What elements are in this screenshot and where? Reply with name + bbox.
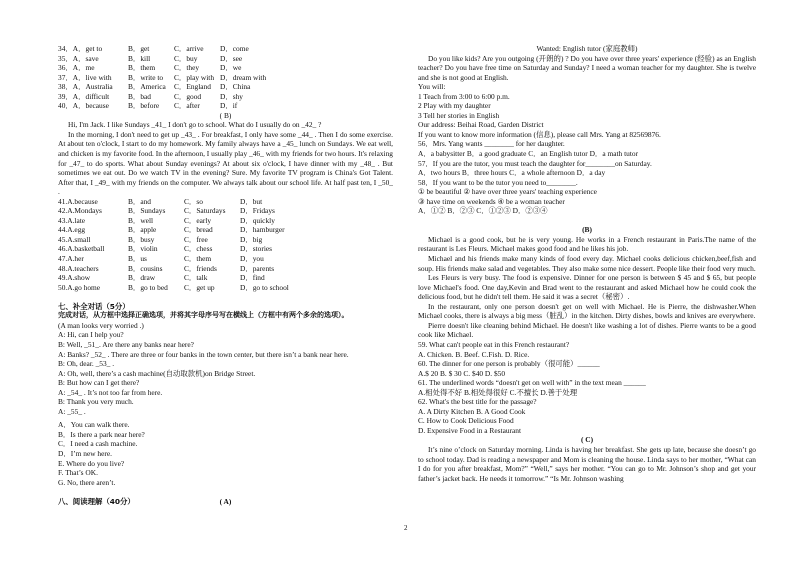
option-text: B．kill xyxy=(128,53,151,63)
ad-list-item: 1 Teach from 3:00 to 6:00 p.m. xyxy=(418,91,510,101)
page-number: 2 xyxy=(404,524,408,532)
option-text: C．buy xyxy=(174,53,198,63)
paragraph: Michael and his friends make many kinds of food every day. Michael cooks delicious chicken,beef,fish and soup. His friends make salad and vegetables. They also make some nice dessert. People like their food very much. xyxy=(418,254,756,273)
option-text: 46.A.basketball xyxy=(58,244,105,254)
ad-title: Wanted: English tutor (家庭教师) xyxy=(536,44,638,53)
question-line: A. Chicken. B. Beef. C.Fish. D. Rice. xyxy=(418,349,530,359)
option-row xyxy=(58,54,393,64)
option-text: D．parents xyxy=(240,263,275,273)
option-row xyxy=(58,82,393,92)
paragraph: In the restaurant, only one person doesn't get on well with Michael. He is Pierre, the dishwasher.When Michael cooks, there is always a big mess（脏乱）in the kitchen. Dirty dishes, bowls and knives are everywhere. xyxy=(418,301,756,321)
option-text: D．come xyxy=(220,44,249,53)
option-text: D．big xyxy=(240,234,263,244)
ad-will: You will: xyxy=(418,82,446,92)
option-text: C．Saturdays xyxy=(184,206,226,216)
option-text: 41.A.because xyxy=(58,196,98,206)
left-column xyxy=(58,44,393,507)
option-row xyxy=(58,235,393,245)
option-text: 34．A．get to xyxy=(58,44,103,53)
questions-a xyxy=(418,139,756,215)
question-line: 59. What can't people eat in this French restaurant? xyxy=(418,339,570,349)
passage-b-label: ( B) xyxy=(219,110,232,120)
option-text: 37．A．live with xyxy=(58,72,112,82)
dialogue-line: A: _54_ . It’s not too far from here. xyxy=(58,387,163,397)
dialogue-line: A: Hi, can I help you? xyxy=(58,330,124,340)
option-row xyxy=(58,273,393,283)
option-text: D．but xyxy=(240,196,263,206)
option-text: D．China xyxy=(220,82,251,92)
option-text: B．Sundays xyxy=(128,206,166,216)
question-line: 61. The underlined words “doesn't get on well with” in the text mean ______ xyxy=(418,378,646,388)
option-text: B．get xyxy=(128,44,150,53)
option-row xyxy=(58,197,393,207)
option-text: 50.A.go home xyxy=(58,282,101,292)
section7-instruction: 完成对话，从方框中选择正确选项，并将其字母序号写在横线上（方框中有两个多余的选项）。 xyxy=(58,311,349,320)
option-text: 39．A．difficult xyxy=(58,91,110,101)
passage-c: It’s nine o’clock on Saturday morning. Linda is having her breakfast. She gets up late, because she doesn’t go to school today. Dad is reading a newspaper and Mom is cleaning the house. Linda says to her mother, “What can I do for you after breakfast, Mom?” “Well,” says her mother. “You can go to Mr. Johnson’s shop and get your father’s jacket back. He needs it tomorrow.” “Is Mr. Johnson washing xyxy=(418,444,756,483)
question-line: C. How to Cook Delicious Food xyxy=(418,416,514,426)
question-line: 62. What's the best title for the passage? xyxy=(418,397,537,407)
question-line: ③ have time on weekends ④ be a woman teacher xyxy=(418,196,565,206)
question-line: A. A Dirty Kitchen B. A Good Cook xyxy=(418,406,526,416)
question-line: A.相处得不好 B.相处得很好 C.不擅长 D.善于处理 xyxy=(418,387,578,397)
option-text: B．draw xyxy=(128,273,156,283)
option-text: C．friends xyxy=(184,263,217,273)
dialogue-line: B: But how can I get there? xyxy=(58,378,140,388)
option-text: B．cousins xyxy=(128,263,163,273)
option-row xyxy=(58,216,393,226)
option-text: 36．A．me xyxy=(58,63,95,73)
option-text: B．us xyxy=(128,254,147,264)
option-text: 43.A.late xyxy=(58,215,86,225)
option-text: 44.A.egg xyxy=(58,225,86,235)
option-text: D．hamburger xyxy=(240,225,285,235)
paragraph: Pierre doesn't like cleaning behind Michael. He doesn't like washing a lot of dishes. Pierre wants to be a good cook like Michael. xyxy=(418,320,756,340)
option-text: C．get up xyxy=(184,282,215,292)
option-text: D．if xyxy=(220,101,238,111)
ad-address: Our address: Beihai Road, Garden District xyxy=(418,120,544,130)
option-row xyxy=(58,73,393,83)
option-text: C．good xyxy=(174,91,202,101)
option-text: C．arrive xyxy=(174,44,204,53)
section7-title: 七、补全对话（5分） xyxy=(58,301,130,311)
option-text: C．free xyxy=(184,234,208,244)
option-text: C．bread xyxy=(184,225,213,235)
options-b xyxy=(58,197,393,292)
option-text: D．we xyxy=(220,63,242,73)
dialogue-line: A: Banks? _52_ . There are three or four banks in the town center, but there isn’t a bank near here. xyxy=(58,349,349,359)
option-text: C．so xyxy=(184,196,203,206)
dialogue-line: B: Well, _51_. Are there any banks near here? xyxy=(58,339,194,349)
option-text: B．busy xyxy=(128,234,155,244)
option-text: 49.A.show xyxy=(58,273,91,283)
option-row xyxy=(58,206,393,216)
dialogue-line: B: Thank you very much. xyxy=(58,397,134,407)
option-row xyxy=(58,225,393,235)
option-text: B．violin xyxy=(128,244,158,254)
option-text: C．England xyxy=(174,82,211,92)
option-text: B．bad xyxy=(128,91,151,101)
option-text: D．Fridays xyxy=(240,206,275,216)
dialogue xyxy=(58,321,393,416)
ad-contact: If you want to know more information (信息), please call Mrs. Yang at 82569876. xyxy=(418,129,661,139)
option-text: C．chess xyxy=(184,244,213,254)
dialogue-option: D．I’m new here. xyxy=(58,448,112,458)
passage-b-right xyxy=(418,235,756,340)
question-line: 58．If you want to be the tutor you need to________. xyxy=(418,177,578,187)
option-text: D．find xyxy=(240,273,265,283)
question-line: A.$ 20 B. $ 30 C. $40 D. $50 xyxy=(418,368,506,378)
option-text: B．go to bed xyxy=(128,282,168,292)
option-text: D．see xyxy=(220,53,243,63)
ad-list-item: 3 Tell her stories in English xyxy=(418,110,500,120)
option-row xyxy=(58,264,393,274)
paragraph: In the morning, I don't need to get up _43_ . For breakfast, I only have some _44_ . Then I do some exercise. At about ten o'clock, I start to do my homework. My family always have a _45_ lunch on Sundays. We eat well, and chicken is my favorite food. In the afternoon, I usually play _46_ with my friends for two hours. It's relaxing for _47_ to do sports. What about Sunday evenings? At about six o'clock, I have dinner with my _48_ . But sometimes we eat out. Do we watch TV in the evening? Sure. My favorite TV program is China's Got Talent. After that, I _49_ with my friends on the computer. We always talk about our school life. At half past ten, I _50_ . xyxy=(58,129,393,197)
option-text: B．apple xyxy=(128,225,157,235)
passage-b-left xyxy=(58,120,393,196)
dialogue-line: (A man looks very worried .) xyxy=(58,320,144,330)
question-line: ① be beautiful ② have over three years' teaching experience xyxy=(418,187,597,197)
option-text: B．before xyxy=(128,101,160,111)
option-text: C．after xyxy=(174,101,200,111)
option-text: D．quickly xyxy=(240,215,275,225)
option-text: C．talk xyxy=(184,273,208,283)
question-line: A．two hours B．three hours C．a whole afternoon D．a day xyxy=(418,168,606,178)
paragraph: Hi, I'm Jack. I like Sundays _41_ I don't go to school. What do I usually do on _42_ ? xyxy=(68,120,322,130)
question-line: 57．If you are the tutor, you must teach the daughter for________on Saturday. xyxy=(418,158,652,168)
option-text: B．well xyxy=(128,215,154,225)
option-row xyxy=(58,244,393,254)
section8-a-label: ( A) xyxy=(219,497,232,507)
option-text: 35．A．save xyxy=(58,53,99,63)
dialogue-option: B．Is there a park near here? xyxy=(58,429,145,439)
dialogue-line: A: _55_ . xyxy=(58,406,86,416)
option-text: B．them xyxy=(128,63,156,73)
questions-b xyxy=(418,340,756,435)
option-text: D．stories xyxy=(240,244,273,254)
ad-body: Do you like kids? Are you outgoing (开朗的) ? Do you have over three years' experience (经验) as an English teacher? Do you have free time on Saturday and Sunday? I need a woman teacher for my daughter. She is twelve and she is not good at English. xyxy=(418,53,756,82)
section8-title: 八、阅读理解（40分） xyxy=(58,496,135,506)
option-row xyxy=(58,44,393,54)
option-text: 48.A.teachers xyxy=(58,263,99,273)
question-line: A．①② B．②③ C．①②③ D．②③④ xyxy=(418,206,548,216)
dialogue-option: G. No, there aren’t. xyxy=(58,477,116,487)
option-row xyxy=(58,101,393,111)
dialogue-option: E. Where do you live? xyxy=(58,458,125,468)
ad-list xyxy=(418,92,756,121)
ad-list-item: 2 Play with my daughter xyxy=(418,101,491,111)
options-a xyxy=(58,44,393,111)
option-row xyxy=(58,63,393,73)
question-line: 60. The dinner for one person is probably（很可能）______ xyxy=(418,359,600,369)
option-text: 40．A．because xyxy=(58,101,109,111)
passage-c-label: ( C) xyxy=(580,435,594,445)
dialogue-options xyxy=(58,420,393,487)
dialogue-option: C．I need a cash machine. xyxy=(58,439,138,449)
passage-b-right-label: (B) xyxy=(582,225,592,235)
option-text: D．dream with xyxy=(220,72,267,82)
question-line: 56．Mrs. Yang wants ________ for her daughter. xyxy=(418,139,565,149)
option-text: D．you xyxy=(240,254,264,264)
option-text: C．them xyxy=(184,254,212,264)
option-text: D．go to school xyxy=(240,282,289,292)
option-text: 47.A.her xyxy=(58,254,84,264)
dialogue-option: A．You can walk there. xyxy=(58,420,130,430)
option-text: C．play with xyxy=(174,72,215,82)
option-text: D．shy xyxy=(220,91,243,101)
question-line: A．a babysitter B．a good graduate C．an English tutor D．a math tutor xyxy=(418,149,639,159)
option-text: 45.A.small xyxy=(58,234,91,244)
option-row xyxy=(58,254,393,264)
question-line: D. Expensive Food in a Restaurant xyxy=(418,425,522,435)
paragraph: Les Fleurs is very busy. The food is expensive. Dinner for one person is between $ 45 and $ 65, but people love Michael's food. One day,Kevin and Brad went to the restaurant and asked Michael how he could cook the delicious food, but he didn't tell them. He said it was a secret（秘密）. xyxy=(418,273,756,302)
option-text: C．early xyxy=(184,215,212,225)
option-text: B．write to xyxy=(128,72,164,82)
option-text: C．they xyxy=(174,63,200,73)
dialogue-option: F. That’s OK. xyxy=(58,468,98,478)
right-column xyxy=(418,44,756,483)
option-text: 38．A．Australia xyxy=(58,82,113,92)
paragraph: Michael is a good cook, but he is very young. He works in a French restaurant in Paris.The name of the restaurant is Les Fleurs. Michael makes good food and he likes his job. xyxy=(418,234,756,254)
option-row xyxy=(58,92,393,102)
option-row xyxy=(58,283,393,293)
option-text: B．and xyxy=(128,196,151,206)
dialogue-line: A: Oh, well, there’s a cash machine(自动取款机)on Bridge Street. xyxy=(58,368,256,378)
option-text: 42.A.Mondays xyxy=(58,206,102,216)
dialogue-line: B: Oh, dear. _53_ . xyxy=(58,359,115,369)
option-text: B．America xyxy=(128,82,166,92)
